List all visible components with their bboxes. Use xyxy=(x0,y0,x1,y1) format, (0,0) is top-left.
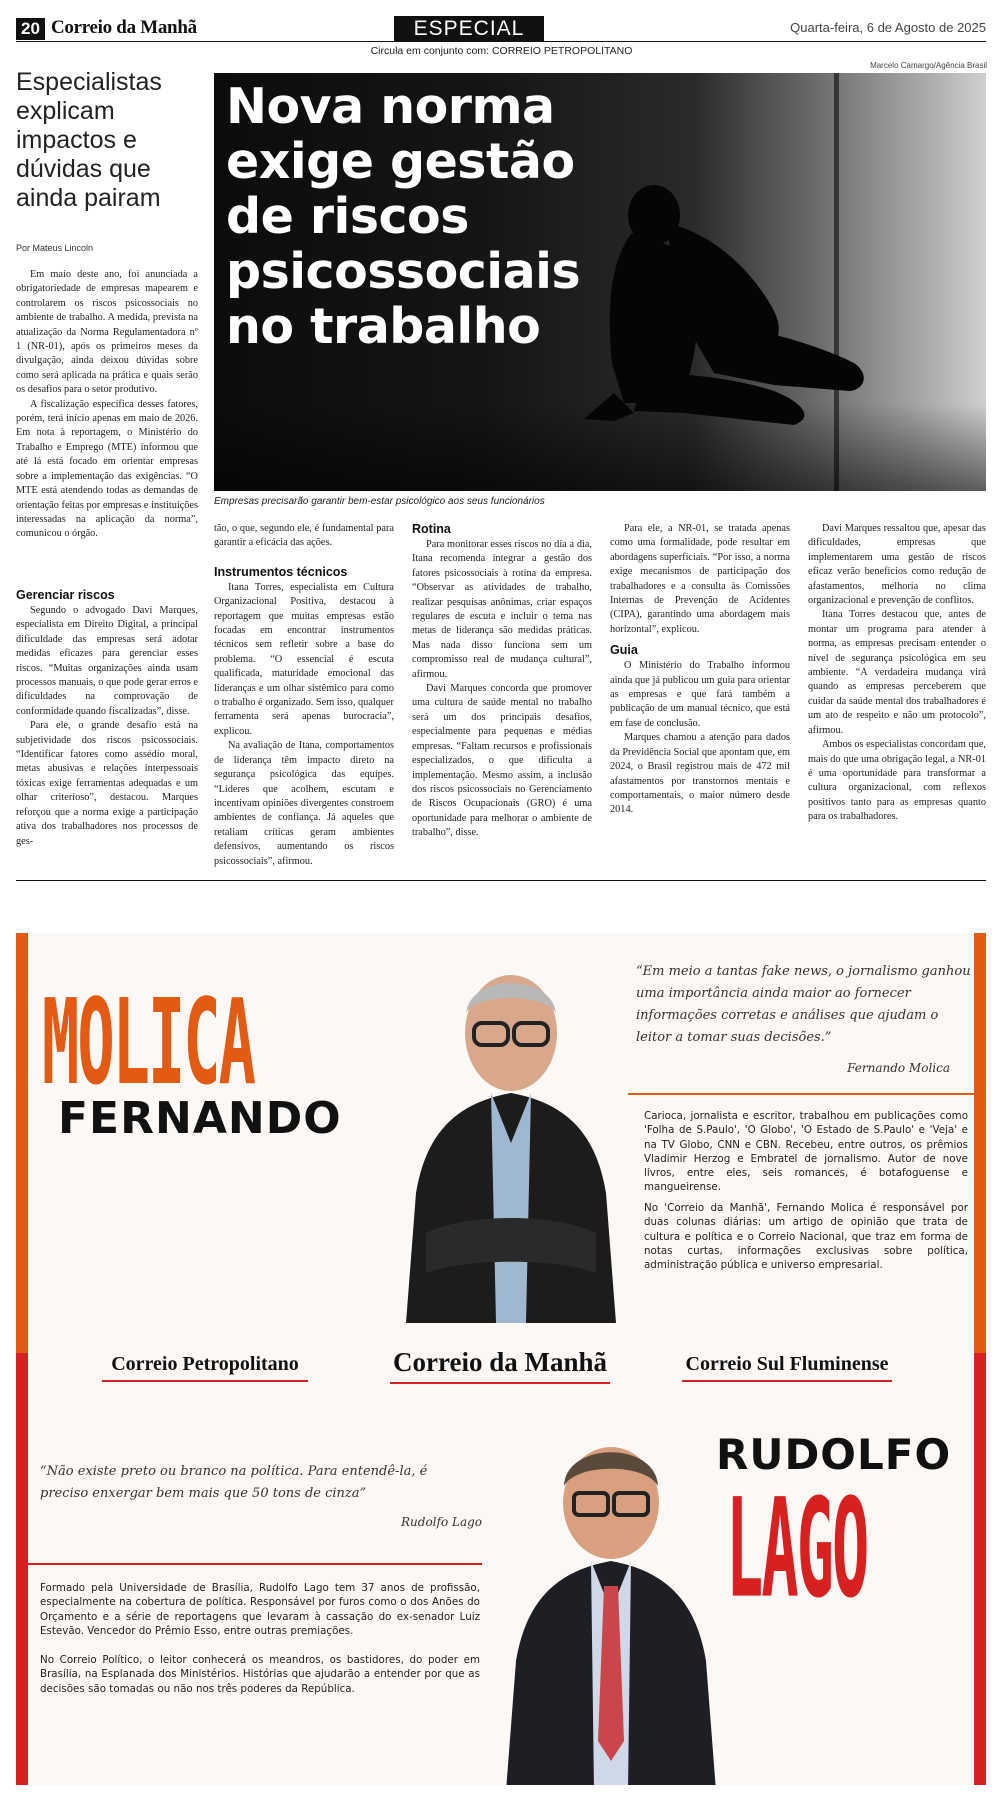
masthead-petropolitano-label: Correio Petropolitano xyxy=(111,1353,299,1375)
paragraph: Para ele, a NR-01, se tratada apenas como uma formalidade, pode resultar em abordagens superficiais. “Por isso, a norma exige mecanismos de participação dos trabalhadores e a consulta às Comissões Internas de Prevenção de Acidentes (CIPA), garantindo uma abordagem mais horizontal”, explicou. xyxy=(610,523,790,635)
subhead-rotina: Rotina xyxy=(412,522,451,536)
masthead-underline xyxy=(390,1382,610,1384)
lago-divider xyxy=(28,1563,482,1565)
subhead-instrumentos: Instrumentos técnicos xyxy=(214,564,348,579)
paragraph: Para ele, o grande desafio está na subjetividade dos riscos psicossociais. “Identificar fatores como assédio moral, metas abusivas e relações interpessoais tóxicas exige ferramentas adequadas e um olhar criterioso”, destacou. Marques reforçou que a norma exige a participação ativa dos trabalhadores nos processos de ges- xyxy=(16,720,198,847)
paragraph: Na avaliação de Itana, comportamentos de liderança têm impacto direto na segurança psicológica das equipes. “Líderes que acolhem, escutam e incentivam opiniões divergentes constroem ambientes de confiança. Já aqueles que retaliam críticas geram ambientes defensivos, aumentando os riscos psicossociais”, afirmou. xyxy=(214,740,394,867)
column-3 xyxy=(412,522,592,841)
molica-signature: Fernando Molica xyxy=(847,1061,950,1075)
page-header xyxy=(16,14,986,42)
left-orange-bar xyxy=(16,933,28,1353)
fernando-molica-photo xyxy=(386,943,636,1323)
paragraph: Davi Marques ressaltou que, apesar das dificuldades, empresas que implementarem uma gestão de riscos eficaz verão benefícios como redução de afastamentos, melhoria no clima organizacional e prevenção de conflitos. xyxy=(808,523,986,607)
photo-caption: Empresas precisarão garantir bem-estar psicológico aos seus funcionários xyxy=(214,496,545,507)
edition-date: Quarta-feira, 6 de Agosto de 2025 xyxy=(790,20,986,35)
rudolfo-lago-photo xyxy=(496,1411,726,1785)
circulation-note: Circula em conjunto com: CORREIO PETROPOLITANO xyxy=(370,45,633,57)
masthead-correio-label: Correio da Manhã xyxy=(393,1347,607,1377)
side-title: Especialistas explicam impactos e dúvidas que ainda pairam xyxy=(16,68,162,212)
paragraph: Segundo o advogado Davi Marques, especialista em Direito Digital, a principal dificuldade das empresas será adotar medidas eficazes para gerenciar esses riscos. “Muitas organizações ainda usam processos manuais, o que pode gerar erros e dificuldades na comprovação de conformidade quando fiscalizadas”, disse. xyxy=(16,605,198,717)
paragraph: tão, o que, segundo ele, é fundamental para garantir a eficácia das ações. xyxy=(214,523,394,549)
column-1 xyxy=(16,268,198,542)
paragraph: Para monitorar esses riscos no dia a dia, Itana recomenda integrar a gestão dos fatores psicossociais à rotina da empresa. “Observar as atividades de trabalho, realizar pesquisas anônimas, criar espaços regulares de escuta e incluir o tema nas metas de liderança são medidas práticas. Mas nada disso funciona sem um compromisso real de mudança cultural”, afirmou. xyxy=(412,539,592,680)
subhead-guia: Guia xyxy=(610,643,638,658)
masthead-correio-da-manha xyxy=(390,1347,610,1384)
paragraph: Ambos os especialistas concordam que, mais do que uma obrigação legal, a NR-01 é uma oportunidade para transformar a cultura organizacional, com reflexos positivos tanto para as empresas quanto para os trabalhadores. xyxy=(808,739,986,823)
molica-divider xyxy=(628,1093,974,1095)
page-number: 20 xyxy=(16,18,45,40)
paragraph: Davi Marques concorda que promover uma cultura de saúde mental no trabalho será um dos principais desafios, especialmente para pequenas e médias empresas. “Faltam recursos e profissionais especializados, o que dificulta a implementação. Mesmo assim, a inclusão dos riscos psicossociais no Gerenciamento de Riscos Ocupacionais (GRO) é uma oportunidade para melhorar o ambiente de trabalho”, disse. xyxy=(412,683,592,839)
lago-quote: “Não existe preto ou branco na política. Para entendê-la, é preciso enxergar bem mais que 50 tons de cinza” xyxy=(40,1464,428,1501)
article-end-rule xyxy=(16,880,986,881)
lago-bio: Formado pela Universidade de Brasília, Rudolfo Lago tem 37 anos de profissão, especialmente na cobertura de política. Responsável por furos como o dos Anões do Orçamento e a série de reportagens que levaram à cassação do ex-senador Luiz Estevão. Vencedor do Prêmio Esso, entre outras premiações. xyxy=(40,1582,480,1637)
headline: Nova norma exige gestão de riscos psicossociais no trabalho xyxy=(226,78,581,355)
paragraph: Itana Torres destacou que, antes de montar um programa para atender à norma, as empresas precisam entender o nível de segurança psicológica em seu ambiente. “A verdadeira mudança virá quando as empresas perceberem que cuidar da saúde mental dos trabalhadores é um ato de respeito e não um protocolo”, afirmou. xyxy=(808,609,986,736)
lago-text: LAGO xyxy=(726,1468,868,1629)
paragraph: Em maio deste ano, foi anunciada a obrigatoriedade de empresas mapearem e controlarem os riscos psicossociais no ambiente de trabalho. A medida, prevista na atualização da Norma Regulamentadora nº 1 (NR-01), após os primeiros meses da divulgação, ainda deixou dúvidas sobre como será aplicada na prática e quais serão os desafios para o setor produtivo. xyxy=(16,269,198,396)
section-tag: ESPECIAL xyxy=(394,16,544,41)
subhead-gerenciar: Gerenciar riscos xyxy=(16,588,115,602)
lago-signature: Rudolfo Lago xyxy=(401,1515,483,1529)
hero-photo xyxy=(214,73,986,491)
paragraph: O Ministério do Trabalho informou ainda que já publicou um guia para orientar as empresas e que fará também a publicação de um manual técnico, que está em fase de conclusão. xyxy=(610,660,790,729)
lago-big-lettering xyxy=(726,1468,976,1785)
lago-columns-bio: No Correio Político, o leitor conhecerá os meandros, os bastidores, do poder em Brasília, na Esplanada dos Ministérios. Histórias que ajudarão a entender por que as decisões são tomadas ou não nos três poderes da República. xyxy=(40,1654,480,1695)
masthead-underline xyxy=(102,1380,308,1382)
molica-columns-bio: No 'Correio da Manhã', Fernando Molica é responsável por duas colunas diárias: um artigo de opinião que trata de cultura e política e o Correio Nacional, que traz em forma de notas curtas, informações exclusivas sobre política, administração pública e universo empresarial. xyxy=(644,1202,968,1272)
column-5 xyxy=(808,522,986,825)
column-4 xyxy=(610,522,790,818)
fernando-name: FERNANDO xyxy=(58,1093,342,1144)
masthead-petropolitano xyxy=(102,1353,308,1382)
paper-name: Correio da Manhã xyxy=(51,17,197,38)
molica-quote: “Em meio a tantas fake news, o jornalismo ganhou uma importância ainda maior ao fornecer informações corretas e análises que ajudam o leitor a tomar suas decisões.” xyxy=(636,964,971,1045)
masthead-sul-fluminense-label: Correio Sul Fluminense xyxy=(685,1353,889,1375)
columnists-ad xyxy=(16,933,986,1785)
masthead-underline xyxy=(682,1380,892,1382)
column-1-continued xyxy=(16,582,198,849)
byline: Por Mateus Lincoln xyxy=(16,243,94,253)
photo-credit: Marcelo Camargo/Agência Brasil xyxy=(870,61,987,70)
paragraph: A fiscalização específica desses fatores, porém, terá início apenas em maio de 2026. Em nota à reportagem, o Ministério do Trabalho e Emprego (MTE) informou que até lá está focado em orientar empresas sobre a implementação das exigências. “O MTE está atendendo todas as demandas de orientação feitas por empresas e instituições interessadas na aplicação da norma”, comunicou o órgão. xyxy=(16,398,198,540)
molica-text: MOLICA xyxy=(42,973,254,1112)
molica-bio: Carioca, jornalista e escritor, trabalhou em publicações como 'Folha de S.Paulo', 'O Globo', 'O Estado de S.Paulo' e 'Veja' e na TV Globo, CNN e CBN. Recebeu, entre outros, os prêmios Vladimir Herzog e Embratel de jornalismo. Autor de nove livros, entre eles, seis romances, é botafoguense e mangueirense. xyxy=(644,1110,968,1194)
left-red-bar xyxy=(16,1353,28,1785)
paragraph: Itana Torres, especialista em Cultura Organizacional Positiva, destacou à reportagem que muitas empresas estão focadas em encontrar instrumentos técnicos sem refletir sobre a base do problema. “O essencial é escuta qualificada, maturidade emocional das lideranças e um olhar sistêmico para como o trabalho é organizado. Sem isso, qualquer ferramenta será apenas burocracia”, explicou. xyxy=(214,581,394,737)
column-2 xyxy=(214,522,394,869)
paragraph: Marques chamou a atenção para dados da Previdência Social que apontam que, em 2024, o Brasil registrou mais de 472 mil afastamentos por transtornos mentais e comportamentais, o maior número desde 2014. xyxy=(610,732,790,816)
header-rule xyxy=(16,41,986,42)
masthead-sul-fluminense xyxy=(682,1353,892,1382)
rudolfo-name: RUDOLFO xyxy=(716,1430,952,1479)
